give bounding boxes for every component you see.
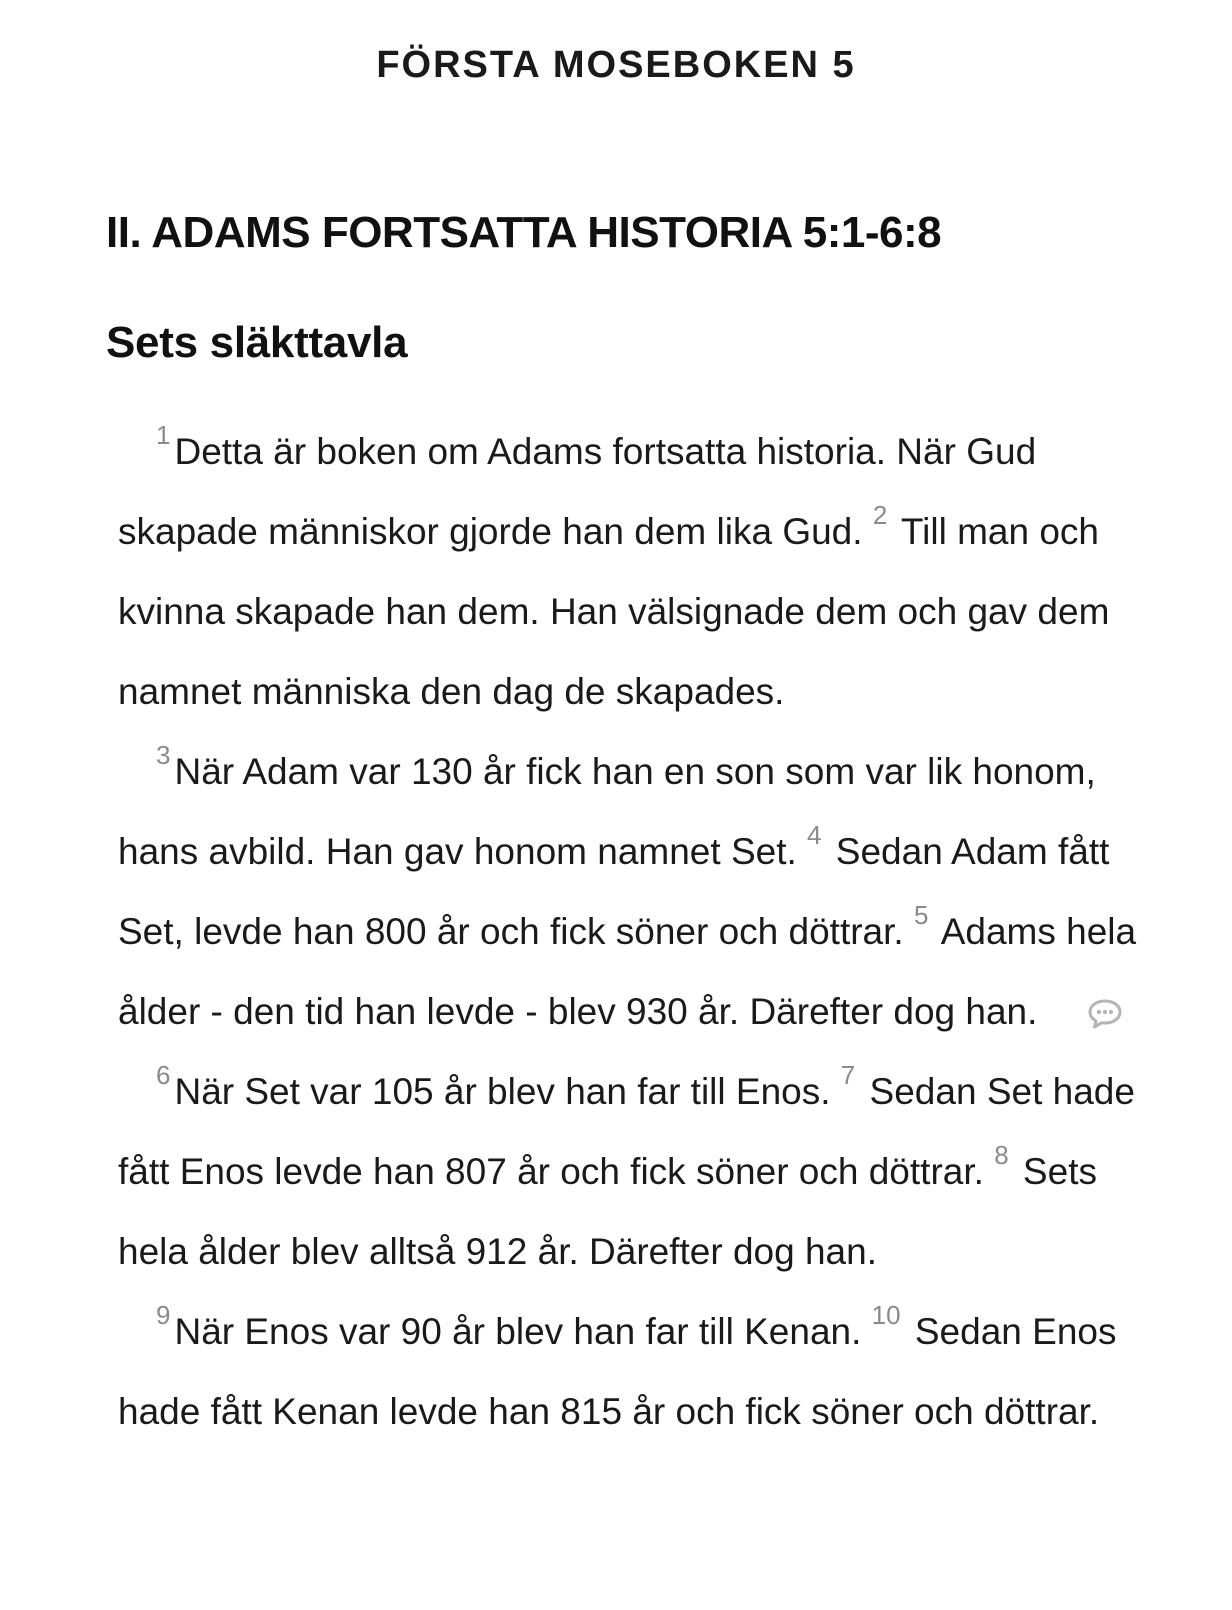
verse-text: När Enos var 90 år blev han far till Kenan. (174, 1311, 872, 1352)
verse-number[interactable]: 6 (156, 1060, 171, 1090)
verse-text: Adams hela ålder - den tid han levde - blev 930 år. Därefter dog han. (118, 911, 1137, 1032)
verse-number[interactable]: 2 (872, 500, 888, 530)
verse-text: Till man och kvinna skapade han dem. Han välsignade dem och gav dem namnet människa den dag de skapades. (118, 511, 1110, 712)
paragraph (118, 1292, 1148, 1452)
verse-text: Sets hela ålder blev alltså 912 år. Därefter dog han. (118, 1151, 1097, 1272)
verse-text: Sedan Enos hade fått Kenan levde han 815 år och fick söner och döttrar. (118, 1311, 1117, 1432)
verse-number[interactable]: 10 (871, 1300, 901, 1330)
comment-icon[interactable] (1087, 998, 1123, 1030)
verse-text: När Adam var 130 år fick han en son som var lik honom, hans avbild. Han gav honom namnet Set. (118, 751, 1096, 872)
verse-number[interactable]: 5 (913, 900, 929, 930)
verse-number[interactable]: 9 (156, 1300, 171, 1330)
paragraph (118, 1052, 1148, 1292)
verse-text: Sedan Set hade fått Enos levde han 807 år och fick söner och döttrar. (118, 1071, 1135, 1192)
paragraph (118, 412, 1148, 732)
verse-text: När Set var 105 år blev han far till Enos. (174, 1071, 841, 1112)
section-heading: II. ADAMS FORTSATTA HISTORIA 5:1-6:8 (106, 208, 942, 257)
verse-number[interactable]: 7 (840, 1060, 856, 1090)
verse-number[interactable]: 4 (807, 820, 822, 850)
verse-text: Sedan Adam fått Set, levde han 800 år och fick söner och döttrar. (118, 831, 1110, 952)
verse-text: Detta är boken om Adams fortsatta historia. När Gud skapade människor gjorde han dem lika Gud. (118, 431, 1037, 552)
sub-heading: Sets släkttavla (106, 318, 408, 367)
verse-number[interactable]: 8 (994, 1140, 1009, 1170)
verse-number[interactable]: 1 (156, 420, 171, 450)
paragraph (118, 732, 1148, 1052)
scripture-text (118, 412, 1148, 1452)
book-title: FÖRSTA MOSEBOKEN 5 (376, 44, 856, 86)
verse-number[interactable]: 3 (156, 740, 171, 770)
